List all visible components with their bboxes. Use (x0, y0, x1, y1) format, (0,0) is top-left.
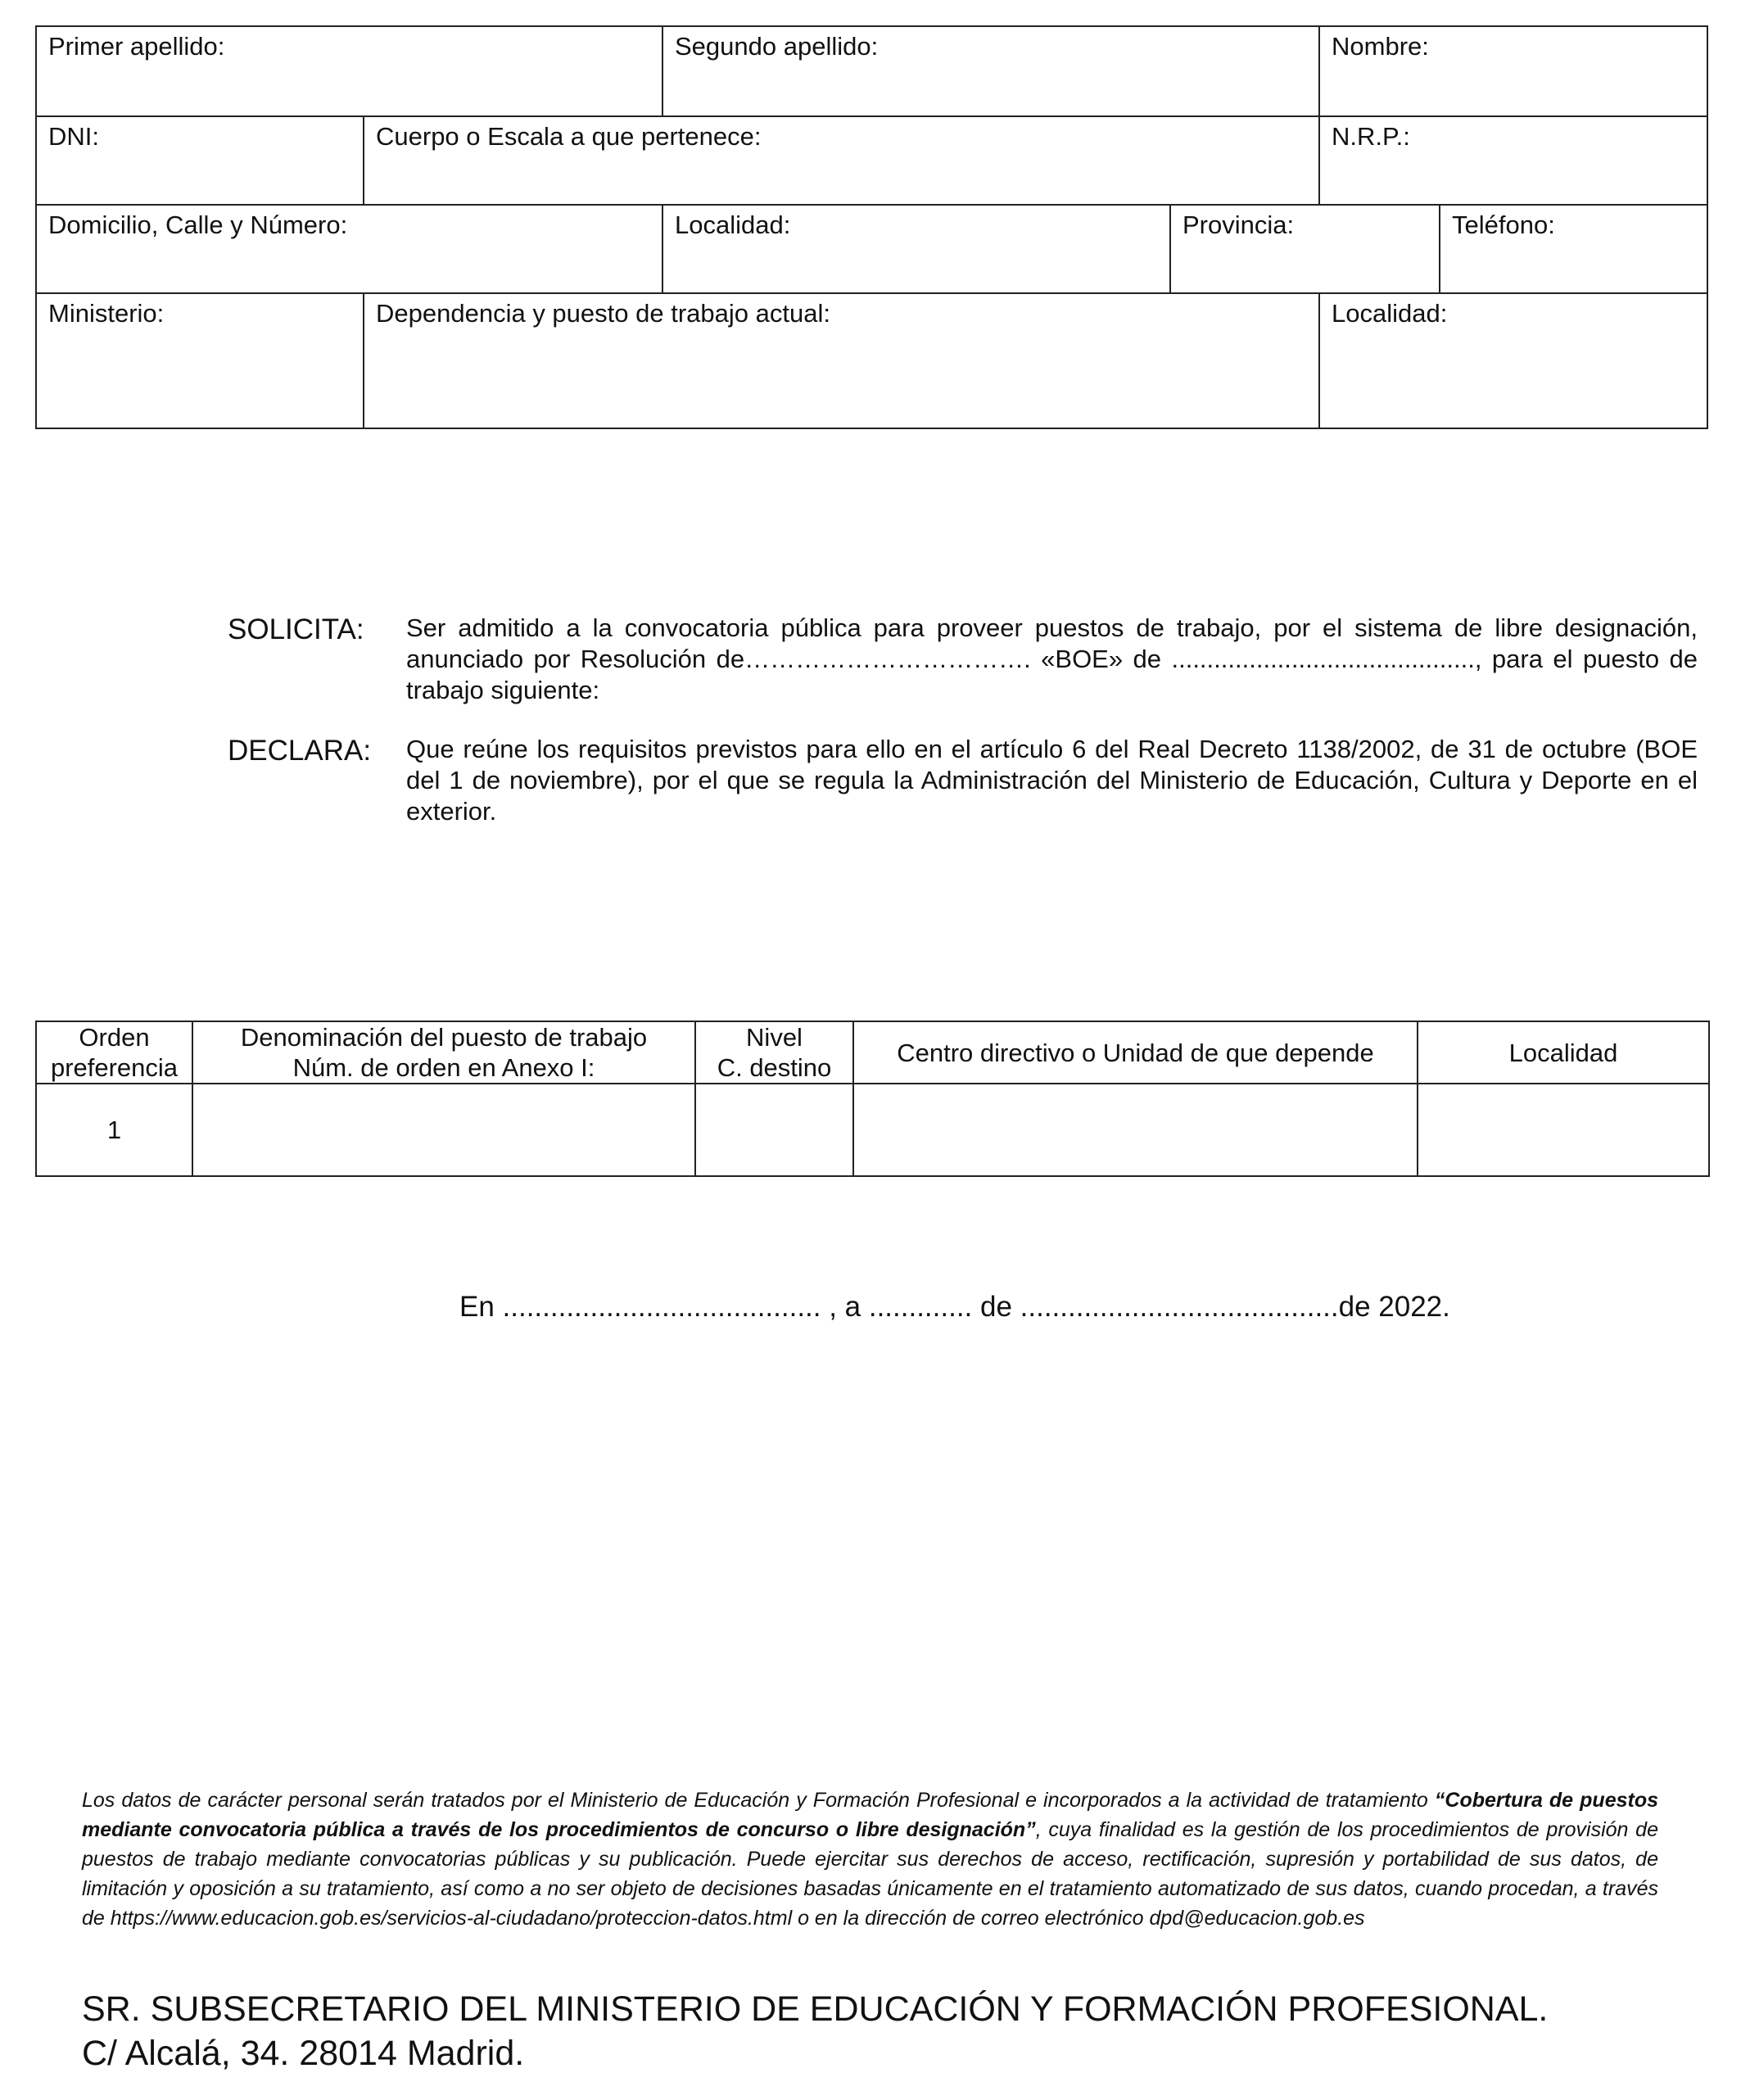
ministerio-label: Ministerio: (48, 299, 165, 328)
localidad-field[interactable] (663, 206, 1171, 292)
table-header-row (36, 1021, 1709, 1084)
cuerpo-label: Cuerpo o Escala a que pertenece: (376, 122, 762, 151)
privacy-text-part2: , cuya finalidad es la gestión de los procedimientos de provisión de puestos de trabajo mediante convocatorias públicas y su publicación. Puede ejercitar sus derechos de acceso, rectificación, supresión y portabilidad de sus datos, de limitación y oposición a su tratamiento, así como a no ser objeto de decisiones basadas únicamente en el tratamiento automatizado de sus datos, cuando procedan, a través de https://www.educacion.gob.es/servicios-al-ciudadano/proteccion-datos.html o en la dirección de correo electrónico dpd@educacion.gob.es (82, 1818, 1658, 1930)
localidad-actual-label: Localidad: (1332, 299, 1448, 328)
cell-localidad[interactable] (1418, 1084, 1709, 1176)
declara-label: DECLARA: (228, 735, 372, 767)
privacy-text-bold: “Cobertura de puestos mediante convocatoria pública a través de los procedimientos de concurso o libre designación” (82, 1789, 1659, 1841)
primer-apellido-field[interactable] (37, 27, 663, 115)
cell-centro[interactable] (853, 1084, 1418, 1176)
domicilio-label: Domicilio, Calle y Número: (48, 210, 348, 239)
solicita-text: Ser admitido a la convocatoria pública para proveer puestos de trabajo, por el sistema de libre designación, anunciado por Resolución de……………………………. «BOE» de ..........................................., para el puesto de trabajo siguiente: (406, 613, 1698, 704)
addressee-line2: C/ Alcalá, 34. 28014 Madrid. (82, 2034, 525, 2073)
addressee (82, 1987, 1548, 2075)
header-localidad: Localidad (1418, 1021, 1709, 1084)
declara-text: Que reúne los requisitos previstos para ello en el artículo 6 del Real Decreto 1138/2002, de 31 de octubre (BOE del 1 de noviembre), por el que se regula la Administración del Ministerio de Educación, Cultura y Deporte en el exterior. (406, 735, 1698, 826)
header-nivel (695, 1021, 853, 1084)
dependencia-label: Dependencia y puesto de trabajo actual: (376, 299, 830, 328)
segundo-apellido-label: Segundo apellido: (675, 32, 879, 61)
localidad-actual-field[interactable] (1320, 294, 1707, 428)
header-orden-line1: Orden (79, 1023, 150, 1052)
privacy-text-part1: Los datos de carácter personal serán tratados por el Ministerio de Educación y Formación Profesional e incorporados a la actividad de tratamiento (82, 1789, 1435, 1812)
nombre-label: Nombre: (1332, 32, 1429, 61)
vacancy-table (35, 1021, 1710, 1177)
ministerio-field[interactable] (37, 294, 364, 428)
date-line[interactable]: En ........................................ , a ............. de ........................................de 2022. (459, 1291, 1450, 1323)
header-orden (36, 1021, 192, 1084)
header-denominacion (192, 1021, 695, 1084)
solicita-section (228, 613, 1698, 711)
solicita-label: SOLICITA: (228, 613, 364, 645)
localidad-label: Localidad: (675, 210, 791, 239)
personal-data-grid (35, 25, 1708, 429)
header-nivel-line2: C. destino (717, 1053, 832, 1082)
header-nivel-line1: Nivel (746, 1023, 803, 1052)
dni-field[interactable] (37, 117, 364, 204)
provincia-label: Provincia: (1183, 210, 1295, 239)
header-denominacion-line2: Núm. de orden en Anexo I: (292, 1053, 595, 1082)
dependencia-field[interactable] (364, 294, 1320, 428)
personal-row-job (37, 294, 1707, 428)
header-orden-line2: preferencia (50, 1053, 179, 1082)
nrp-field[interactable] (1320, 117, 1707, 204)
addressee-line1: SR. SUBSECRETARIO DEL MINISTERIO DE EDUCACIÓN Y FORMACIÓN PROFESIONAL. (82, 1989, 1549, 2029)
personal-row-ids (37, 117, 1707, 206)
primer-apellido-label: Primer apellido: (48, 32, 225, 61)
telefono-field[interactable] (1440, 206, 1707, 292)
telefono-label: Teléfono: (1452, 210, 1555, 239)
header-denominacion-line1: Denominación del puesto de trabajo (240, 1023, 648, 1052)
segundo-apellido-field[interactable] (663, 27, 1320, 115)
header-centro: Centro directivo o Unidad de que depende (853, 1021, 1418, 1084)
nombre-field[interactable] (1320, 27, 1707, 115)
cell-denominacion[interactable] (192, 1084, 695, 1176)
nrp-label: N.R.P.: (1332, 122, 1410, 151)
personal-row-address (37, 206, 1707, 294)
declara-section (228, 734, 1698, 832)
cell-orden: 1 (36, 1084, 192, 1176)
provincia-field[interactable] (1171, 206, 1440, 292)
dni-label: DNI: (48, 122, 99, 151)
table-row (36, 1084, 1709, 1176)
domicilio-field[interactable] (37, 206, 663, 292)
cuerpo-field[interactable] (364, 117, 1320, 204)
personal-row-names (37, 27, 1707, 117)
cell-nivel[interactable] (695, 1084, 853, 1176)
privacy-notice (82, 1785, 1658, 1933)
